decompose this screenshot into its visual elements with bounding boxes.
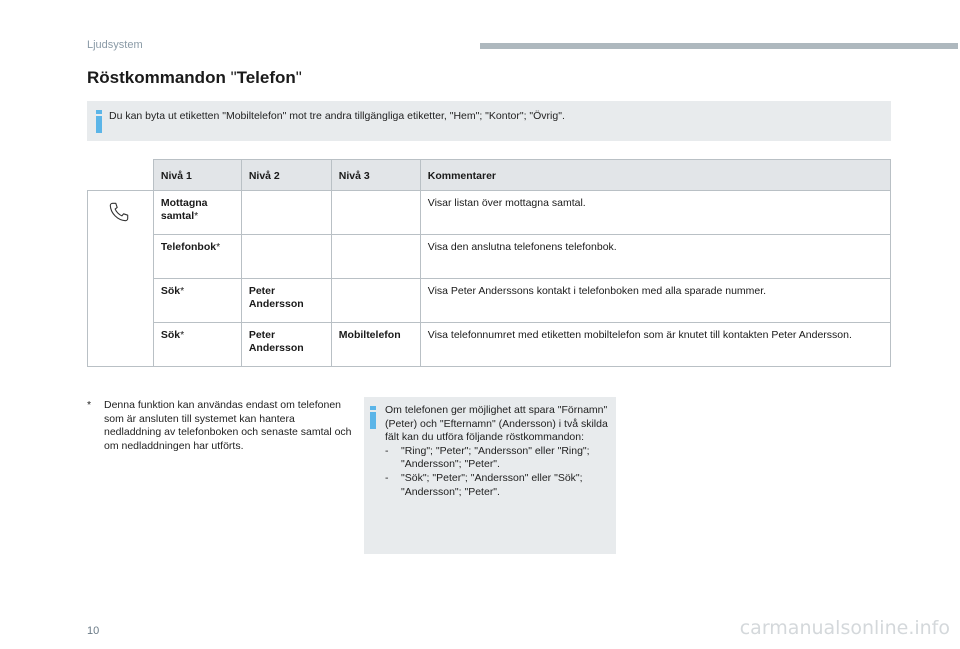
table-header-row [88, 160, 891, 191]
title-open-quote: " [230, 68, 237, 87]
footnote-text: Denna funktion kan användas endast om telefonen som är ansluten till systemet kan hantera nedladdning av telefonboken och senaste samtal och om nedladdningen har utförts. [104, 399, 352, 452]
info-icon [96, 110, 102, 133]
list-item: - "Sök"; "Peter"; "Andersson" eller "Sök"; "Andersson"; "Peter". [385, 471, 583, 498]
voice-command-table [87, 159, 891, 367]
footnote-marker: * [87, 399, 92, 411]
icon-cell [88, 191, 154, 367]
row4-level3: Mobiltelefon [331, 323, 420, 367]
header-blank [88, 160, 154, 191]
title-close-quote: " [295, 68, 302, 87]
title-main: Röstkommandon [87, 68, 231, 87]
tip-box [364, 397, 616, 554]
header-bar [480, 43, 958, 49]
list-item: - "Ring"; "Peter"; "Andersson" eller "Ring"; "Andersson"; "Peter". [385, 444, 590, 471]
header-level-2: Nivå 2 [241, 160, 331, 191]
header-level-3: Nivå 3 [331, 160, 420, 191]
title-name: Telefon [236, 68, 296, 87]
row1-level1: Mottagna samtal* [153, 191, 241, 235]
row1-level3 [331, 191, 420, 235]
table-row [88, 235, 891, 279]
info-icon [370, 406, 376, 429]
row2-level1: Telefonbok* [153, 235, 241, 279]
info-note-text: Du kan byta ut etiketten "Mobiltelefon" mot tre andra tillgängliga etiketter, "Hem"; "Kontor"; "Övrig". [109, 110, 565, 122]
row4-comment: Visa telefonnumret med etiketten mobiltelefon som är knutet till kontakten Peter Andersson. [420, 323, 890, 367]
row4-level1: Sök* [153, 323, 241, 367]
row3-level3 [331, 279, 420, 323]
footnote [87, 399, 352, 453]
table-row [88, 191, 891, 235]
row2-comment: Visa den anslutna telefonens telefonbok. [420, 235, 890, 279]
row2-level3 [331, 235, 420, 279]
tip-list [385, 445, 613, 499]
tip-text [385, 404, 613, 499]
row3-comment: Visa Peter Anderssons kontakt i telefonboken med alla sparade nummer. [420, 279, 890, 323]
table-row [88, 323, 891, 367]
watermark: carmanualsonline.info [739, 617, 950, 639]
info-note-box [87, 101, 891, 141]
row3-level1: Sök* [153, 279, 241, 323]
row3-level2: Peter Andersson [241, 279, 331, 323]
page-number: 10 [87, 625, 100, 637]
header-level-1: Nivå 1 [153, 160, 241, 191]
row1-comment: Visar listan över mottagna samtal. [420, 191, 890, 235]
tip-intro: Om telefonen ger möjlighet att spara "Förnamn" (Peter) och "Efternamn" (Andersson) i två skilda fält kan du utföra följande röstkommandon: [385, 404, 608, 444]
page-title [87, 68, 302, 88]
phone-handset-icon [108, 201, 130, 223]
row4-level2: Peter Andersson [241, 323, 331, 367]
row2-level2 [241, 235, 331, 279]
row1-level2 [241, 191, 331, 235]
section-label: Ljudsystem [87, 39, 143, 51]
table-row [88, 279, 891, 323]
header-comments: Kommentarer [420, 160, 890, 191]
